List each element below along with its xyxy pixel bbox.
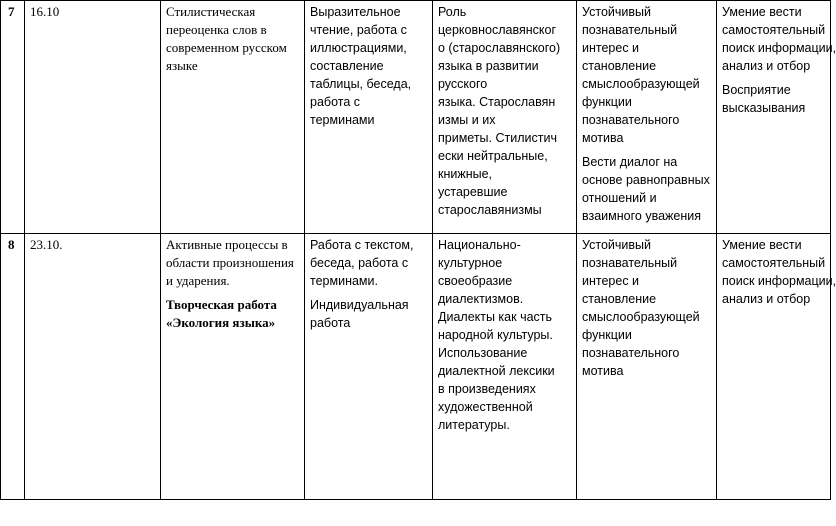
lesson-date: 16.10 (25, 1, 161, 234)
text-line: Творческая работа (166, 297, 277, 312)
text-line: Индивидуальная (310, 298, 409, 312)
text-line: анализ и отбор (722, 59, 811, 73)
text-line: церковнославянског (438, 23, 557, 37)
text-line: беседа, работа с (310, 256, 409, 270)
text-line: литературы. (438, 418, 510, 432)
lesson-activity (305, 1, 433, 234)
text-line: языка. Старославян (438, 95, 556, 109)
text-line: поиск информации, (722, 41, 836, 55)
text-line: Устойчивый (582, 238, 651, 252)
text-line: мотива (582, 364, 624, 378)
text-line: познавательный (582, 23, 678, 37)
text-line: Роль (438, 5, 467, 19)
text-line: составление (310, 59, 384, 73)
text-line: культурное (438, 256, 503, 270)
lesson-content (433, 1, 577, 234)
text-line: Национально- (438, 238, 521, 252)
text-line: в произведениях (438, 382, 536, 396)
text-line: приметы. Стилистич (438, 131, 557, 145)
text-line: высказывания (722, 101, 806, 115)
text-line: русского (438, 77, 488, 91)
text-line: Активные процессы в (166, 237, 288, 252)
text-line: анализ и отбор (722, 292, 811, 306)
text-line: народной культуры. (438, 328, 553, 342)
lesson-date: 23.10. (25, 234, 161, 500)
text-line: мотива (582, 131, 624, 145)
text-line: познавательного (582, 113, 680, 127)
text-line: языка в развитии (438, 59, 539, 73)
text-line: Стилистическая (166, 4, 256, 19)
text-line: функции (582, 328, 632, 342)
text-line: Диалекты как часть (438, 310, 553, 324)
text-line: терминами. (310, 274, 378, 288)
text-line: области произношения (166, 255, 294, 270)
text-line: о (старославянского) (438, 41, 561, 55)
text-line: Умение вести (722, 5, 802, 19)
text-line: иллюстрациями, (310, 41, 407, 55)
text-line: Устойчивый (582, 5, 651, 19)
text-line: Восприятие (722, 83, 791, 97)
text-line: диалектной лексики (438, 364, 555, 378)
text-line: отношений и (582, 191, 657, 205)
personal-results (577, 1, 717, 234)
text-line: поиск информации, (722, 274, 836, 288)
text-line: книжные, (438, 167, 493, 181)
text-line: становление (582, 292, 657, 306)
text-line: самостоятельный (722, 23, 826, 37)
text-line: старославянизмы (438, 203, 542, 217)
text-line: художественной (438, 400, 533, 414)
text-line: Умение вести (722, 238, 802, 252)
meta-results (717, 1, 836, 234)
lesson-content (433, 234, 577, 500)
text-line: ески нейтральные, (438, 149, 548, 163)
text-line: измы и их (438, 113, 496, 127)
text-line: Использование (438, 346, 528, 360)
text-line: работа (310, 316, 351, 330)
text-line: устаревшие (438, 185, 508, 199)
text-line: становление (582, 59, 657, 73)
lesson-number: 8 (1, 234, 25, 500)
text-line: самостоятельный (722, 256, 826, 270)
text-line: функции (582, 95, 632, 109)
text-line: диалектизмов. (438, 292, 524, 306)
text-line: чтение, работа с (310, 23, 407, 37)
lesson-number: 7 (1, 1, 25, 234)
table-row (1, 234, 831, 500)
lesson-topic (161, 1, 305, 234)
meta-results (717, 234, 836, 500)
text-line: смыслообразующей (582, 77, 700, 91)
text-line: Выразительное (310, 5, 401, 19)
text-line: своеобразие (438, 274, 513, 288)
text-line: взаимного уважения (582, 209, 701, 223)
personal-results (577, 234, 717, 500)
text-line: работа с терминами (310, 95, 375, 127)
text-line: таблицы, беседа, (310, 77, 412, 91)
text-line: Работа с текстом, (310, 238, 414, 252)
table-row (1, 1, 831, 234)
text-line: современном русском (166, 40, 287, 55)
text-line: интерес и (582, 41, 640, 55)
text-line: языке (166, 58, 198, 73)
text-line: Вести диалог на (582, 155, 678, 169)
lesson-activity (305, 234, 433, 500)
lesson-topic (161, 234, 305, 500)
text-line: переоценка слов в (166, 22, 267, 37)
text-line: основе равноправных (582, 173, 710, 187)
text-line: смыслообразующей (582, 310, 700, 324)
text-line: «Экология языка» (166, 315, 276, 330)
text-line: и ударения. (166, 273, 230, 288)
text-line: познавательного (582, 346, 680, 360)
text-line: познавательный (582, 256, 678, 270)
text-line: интерес и (582, 274, 640, 288)
